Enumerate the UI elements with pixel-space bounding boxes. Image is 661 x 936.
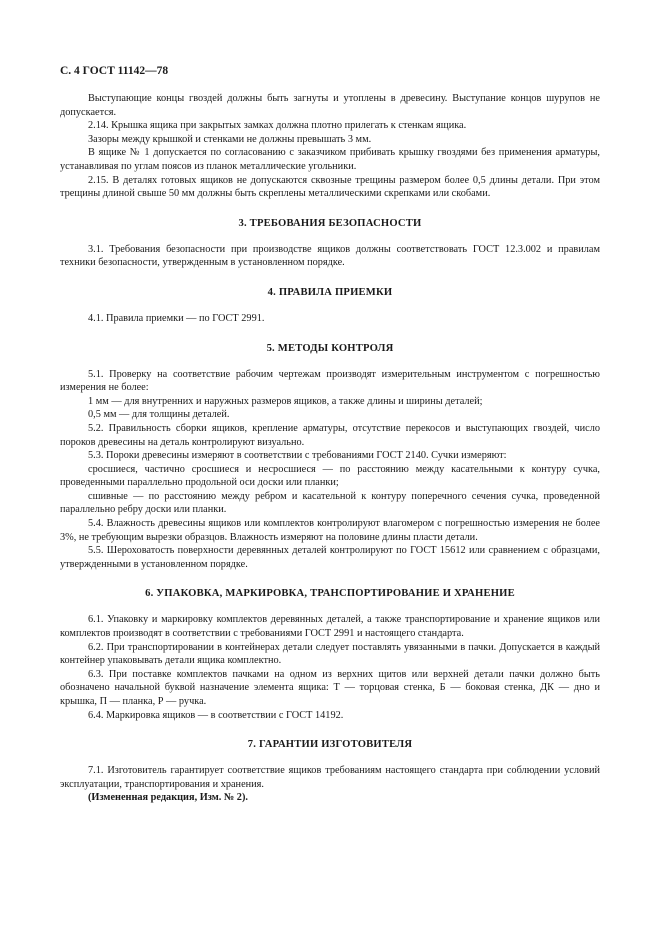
paragraph: 2.14. Крышка ящика при закрытых замках должна плотно прилегать к стенкам ящика. xyxy=(88,120,467,132)
paragraph: 6.4. Маркировка ящиков — в соответствии с ГОСТ 14192. xyxy=(88,709,344,721)
paragraph: В ящике № 1 допускается по согласованию с заказчиком прибивать крышку гвоздями без применения арматуры, устанавливая по углам поясов из планок металлические угольники. xyxy=(60,147,600,172)
paragraph: 5.2. Правильность сборки ящиков, крепление арматуры, отсутствие перекосов и выступающих гвоздей, число пороков древесины на деталь контролируют визуально. xyxy=(60,422,600,448)
paragraph: 1 мм — для внутренних и наружных размеров ящиков, а также длины и ширины деталей; xyxy=(88,395,483,407)
section-7-heading: 7. ГАРАНТИИ ИЗГОТОВИТЕЛЯ xyxy=(247,739,413,751)
paragraph: 5.3. Пороки древесины измеряют в соответствии с требованиями ГОСТ 2140. Сучки измеряют: xyxy=(88,450,507,462)
amendment-note: (Измененная редакция, Изм. № 2). xyxy=(88,792,248,804)
paragraph: сшивные — по расстоянию между ребром и касательной к контуру поперечного сечения сучка, проведенной параллельно ребру доски или планки. xyxy=(60,490,600,516)
section-7-body xyxy=(60,764,600,805)
paragraph: 5.1. Проверку на соответствие рабочим чертежам производят измерительным инструментом с погрешностью измерения не более: xyxy=(60,368,600,394)
section-6-body xyxy=(60,613,600,722)
paragraph: 3.1. Требования безопасности при производстве ящиков должны соответствовать ГОСТ 12.3.002 и правилам техники безопасности, утвержденным в установленном порядке. xyxy=(60,243,600,269)
section-6-heading: 6. УПАКОВКА, МАРКИРОВКА, ТРАНСПОРТИРОВАНИЕ И ХРАНЕНИЕ xyxy=(145,588,515,600)
section-5-body xyxy=(60,368,600,572)
paragraph: сросшиеся, частично сросшиеся и несросшиеся — по расстоянию между касательными к контуру сучка, проведенными параллельно продольной оси доски или планки; xyxy=(60,463,600,489)
section-5-heading: 5. МЕТОДЫ КОНТРОЛЯ xyxy=(266,342,394,354)
paragraph: 2.15. В деталях готовых ящиков не допускаются сквозные трещины размером более 0,5 длины детали. При этом трещины длиной свыше 50 мм должны быть скреплены металлическими скрепками или скобами. xyxy=(60,174,600,200)
paragraph: 5.5. Шероховатость поверхности деревянных деталей контролируют по ГОСТ 15612 или сравнением с образцами, утвержденными в установленном порядке. xyxy=(60,545,600,570)
paragraph: Зазоры между крышкой и стенками не должны превышать 3 мм. xyxy=(88,133,372,145)
section-3-body xyxy=(60,243,600,270)
section-4-body xyxy=(60,312,600,326)
paragraph: 4.1. Правила приемки — по ГОСТ 2991. xyxy=(88,312,265,324)
paragraph: Выступающие концы гвоздей должны быть загнуты и утоплены в древесину. Выступание концов шурупов не допускается. xyxy=(60,93,600,118)
section-4-heading: 4. ПРАВИЛА ПРИЕМКИ xyxy=(267,286,393,298)
page-header: С. 4 ГОСТ 11142—78 xyxy=(60,65,169,77)
paragraph: 6.1. Упаковку и маркировку комплектов деревянных деталей, а также транспортирование и хранение ящиков или комплектов производят в соответствии с требованиями ГОСТ 2991 и настоящего стандарта. xyxy=(60,614,600,640)
section-3-heading: 3. ТРЕБОВАНИЯ БЕЗОПАСНОСТИ xyxy=(238,217,422,229)
paragraph: 7.1. Изготовитель гарантирует соответствие ящиков требованиям настоящего стандарта при соблюдении условий эксплуатации, транспортирования и хранения. xyxy=(60,765,600,790)
paragraph: 0,5 мм — для толщины деталей. xyxy=(88,409,230,421)
paragraph: 6.2. При транспортировании в контейнерах детали следует поставлять увязанными в пачки. Допускается в каждый контейнер упаковывать детали ящика комплектно. xyxy=(60,641,600,667)
intro-block xyxy=(60,92,600,201)
document-page xyxy=(60,64,600,805)
paragraph: 5.4. Влажность древесины ящиков или комплектов контролируют влагомером с погрешностью измерения не более 3%, не требующим вырезки образцов. Влажность измеряют на половине длины пласти детали. xyxy=(60,518,600,543)
paragraph: 6.3. При поставке комплектов пачками на одном из верхних щитов или верхней детали пачки должно быть обозначено начальной буквой назначение элемента ящика: Т — торцовая стенка, Б — боковая стенка, ДК — дно и крышка, П — планка, Р — ручка. xyxy=(60,668,600,707)
